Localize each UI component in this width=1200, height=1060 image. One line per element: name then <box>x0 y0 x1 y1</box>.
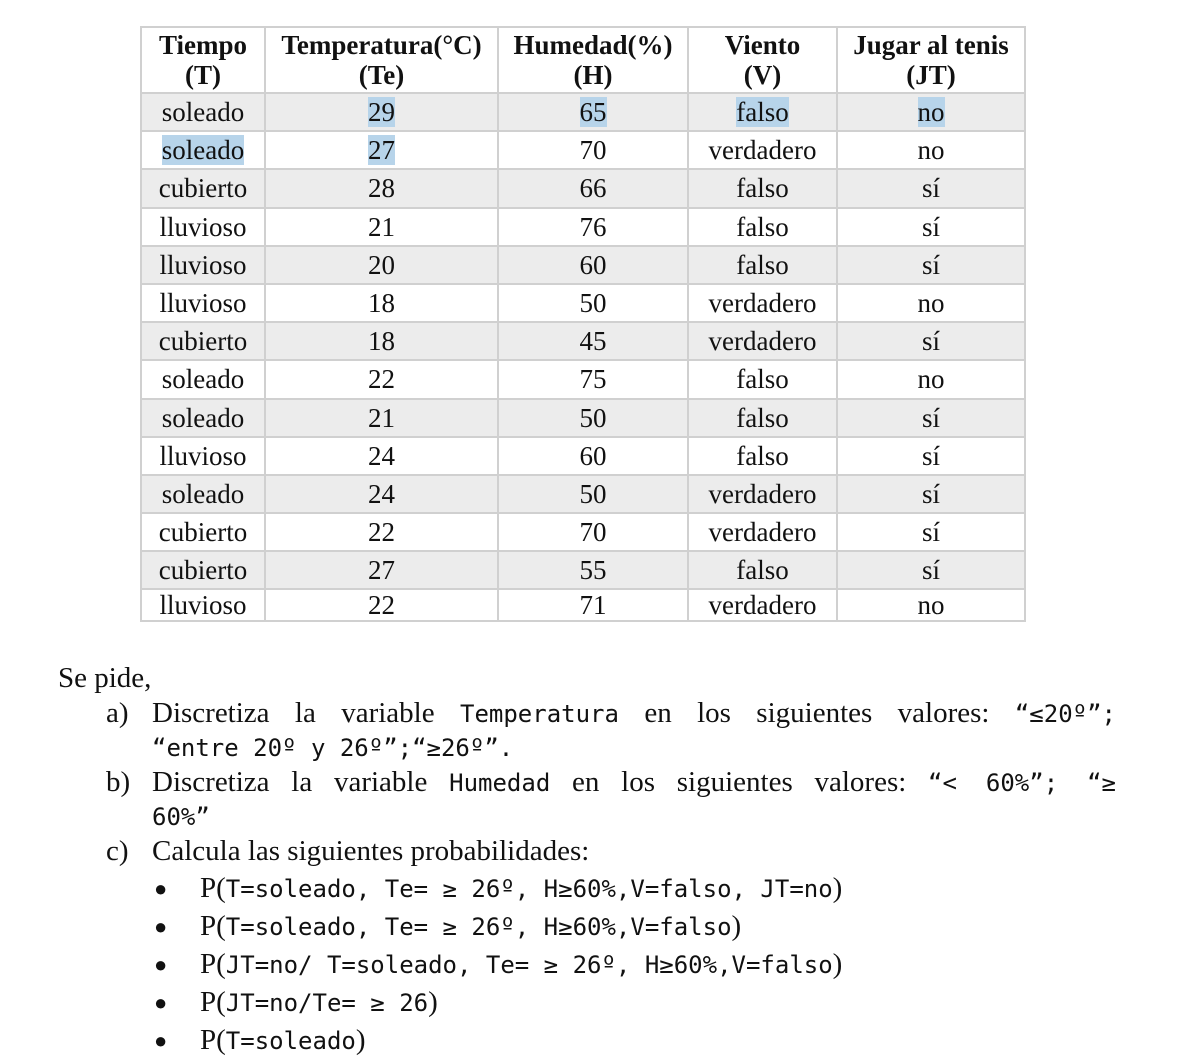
list-item: ● P(JT=no/ T=soleado, Te= ≥ 26º, H≥60%,V=falso) <box>152 946 1116 984</box>
cell-viento: falso <box>688 437 837 475</box>
exercise-intro: Se pide, <box>58 662 152 694</box>
cell-tiempo: cubierto <box>141 551 265 589</box>
table-row <box>141 589 1025 621</box>
bullet-icon: ● <box>154 990 168 1015</box>
list-item: ● P(T=soleado) <box>152 1022 1116 1060</box>
cell-temperatura: 27 <box>265 551 498 589</box>
cell-jugar-tenis: no <box>837 589 1025 621</box>
cell-viento: falso <box>688 208 837 246</box>
cell-tiempo: lluvioso <box>141 208 265 246</box>
cell-jugar-tenis: sí <box>837 208 1025 246</box>
cell-temperatura: 24 <box>265 437 498 475</box>
cell-humedad: 75 <box>498 360 688 398</box>
cell-jugar-tenis: no <box>837 284 1025 322</box>
cell-viento: falso <box>688 360 837 398</box>
list-item: ● P(JT=no/Te= ≥ 26) <box>152 984 1116 1022</box>
table-row <box>141 475 1025 513</box>
table-row <box>141 551 1025 589</box>
item-a <box>106 696 1116 765</box>
cell-viento: verdadero <box>688 284 837 322</box>
cell-temperatura: 24 <box>265 475 498 513</box>
cell-temperatura: 18 <box>265 284 498 322</box>
cell-tiempo: soleado <box>141 131 265 169</box>
bullet-icon: ● <box>154 914 168 939</box>
cell-tiempo: lluvioso <box>141 284 265 322</box>
cell-jugar-tenis: sí <box>837 551 1025 589</box>
cell-viento: falso <box>688 246 837 284</box>
bullet-icon: ● <box>154 1028 168 1053</box>
table-row <box>141 322 1025 360</box>
cell-viento: verdadero <box>688 322 837 360</box>
table-row <box>141 208 1025 246</box>
cell-viento: verdadero <box>688 131 837 169</box>
cell-temperatura: 21 <box>265 208 498 246</box>
table-row <box>141 169 1025 207</box>
cell-tiempo: soleado <box>141 475 265 513</box>
cell-tiempo: soleado <box>141 93 265 131</box>
header-temperatura: Temperatura(°C) (Te) <box>265 27 498 93</box>
cell-temperatura: 22 <box>265 360 498 398</box>
cell-humedad: 65 <box>498 93 688 131</box>
cell-jugar-tenis: no <box>837 93 1025 131</box>
cell-humedad: 60 <box>498 246 688 284</box>
item-text-line: Discretiza la variable Humedad en los siguientes valores: “< 60%”; “≥ <box>152 766 1116 798</box>
table-row <box>141 93 1025 131</box>
cell-humedad: 45 <box>498 322 688 360</box>
cell-jugar-tenis: no <box>837 131 1025 169</box>
cell-humedad: 55 <box>498 551 688 589</box>
cell-humedad: 70 <box>498 131 688 169</box>
cell-viento: falso <box>688 169 837 207</box>
item-text-line: 60%” <box>152 803 210 831</box>
cell-tiempo: soleado <box>141 360 265 398</box>
item-text-line: Discretiza la variable Temperatura en los siguientes valores: “≤20º”; <box>152 697 1116 729</box>
cell-temperatura: 20 <box>265 246 498 284</box>
cell-temperatura: 27 <box>265 131 498 169</box>
list-item: ● P(T=soleado, Te= ≥ 26º, H≥60%,V=falso, JT=no) <box>152 870 1116 908</box>
cell-humedad: 76 <box>498 208 688 246</box>
cell-jugar-tenis: sí <box>837 246 1025 284</box>
cell-humedad: 50 <box>498 399 688 437</box>
exercise-section <box>58 662 1158 1056</box>
cell-humedad: 71 <box>498 589 688 621</box>
list-item: ● P(T=soleado, Te= ≥ 26º, H≥60%,V=falso) <box>152 908 1116 946</box>
table-row <box>141 246 1025 284</box>
table-row <box>141 131 1025 169</box>
cell-tiempo: lluvioso <box>141 437 265 475</box>
cell-jugar-tenis: sí <box>837 399 1025 437</box>
cell-jugar-tenis: sí <box>837 437 1025 475</box>
cell-viento: verdadero <box>688 475 837 513</box>
table-row <box>141 284 1025 322</box>
cell-viento: verdadero <box>688 589 837 621</box>
cell-humedad: 50 <box>498 284 688 322</box>
cell-tiempo: lluvioso <box>141 589 265 621</box>
cell-temperatura: 22 <box>265 589 498 621</box>
cell-humedad: 66 <box>498 169 688 207</box>
cell-tiempo: lluvioso <box>141 246 265 284</box>
cell-jugar-tenis: no <box>837 360 1025 398</box>
table-row <box>141 437 1025 475</box>
cell-viento: falso <box>688 93 837 131</box>
cell-tiempo: cubierto <box>141 169 265 207</box>
table-row <box>141 513 1025 551</box>
cell-jugar-tenis: sí <box>837 322 1025 360</box>
cell-humedad: 70 <box>498 513 688 551</box>
bullet-icon: ● <box>154 952 168 977</box>
cell-humedad: 50 <box>498 475 688 513</box>
item-label: c) <box>106 835 129 867</box>
cell-viento: falso <box>688 551 837 589</box>
cell-jugar-tenis: sí <box>837 513 1025 551</box>
cell-humedad: 60 <box>498 437 688 475</box>
probability-list <box>152 870 1116 1060</box>
exercise-items <box>106 696 1116 1060</box>
cell-temperatura: 29 <box>265 93 498 131</box>
cell-tiempo: cubierto <box>141 322 265 360</box>
cell-tiempo: soleado <box>141 399 265 437</box>
header-humedad: Humedad(%) (H) <box>498 27 688 93</box>
item-label: a) <box>106 697 129 729</box>
cell-viento: falso <box>688 399 837 437</box>
item-label: b) <box>106 766 131 798</box>
item-b <box>106 765 1116 834</box>
header-viento: Viento (V) <box>688 27 837 93</box>
cell-temperatura: 22 <box>265 513 498 551</box>
cell-temperatura: 21 <box>265 399 498 437</box>
item-text-line: Calcula las siguientes probabilidades: <box>152 835 590 867</box>
cell-temperatura: 18 <box>265 322 498 360</box>
cell-temperatura: 28 <box>265 169 498 207</box>
bullet-icon: ● <box>154 876 168 901</box>
header-tiempo: Tiempo (T) <box>141 27 265 93</box>
cell-jugar-tenis: sí <box>837 169 1025 207</box>
cell-viento: verdadero <box>688 513 837 551</box>
cell-jugar-tenis: sí <box>837 475 1025 513</box>
item-c <box>106 834 1116 1060</box>
cell-tiempo: cubierto <box>141 513 265 551</box>
table-row <box>141 399 1025 437</box>
header-jugar-tenis: Jugar al tenis (JT) <box>837 27 1025 93</box>
item-text-line: “entre 20º y 26º”;“≥26º”. <box>152 734 514 762</box>
table-header-row <box>141 27 1025 93</box>
weather-data-table <box>140 26 1026 622</box>
table-row <box>141 360 1025 398</box>
